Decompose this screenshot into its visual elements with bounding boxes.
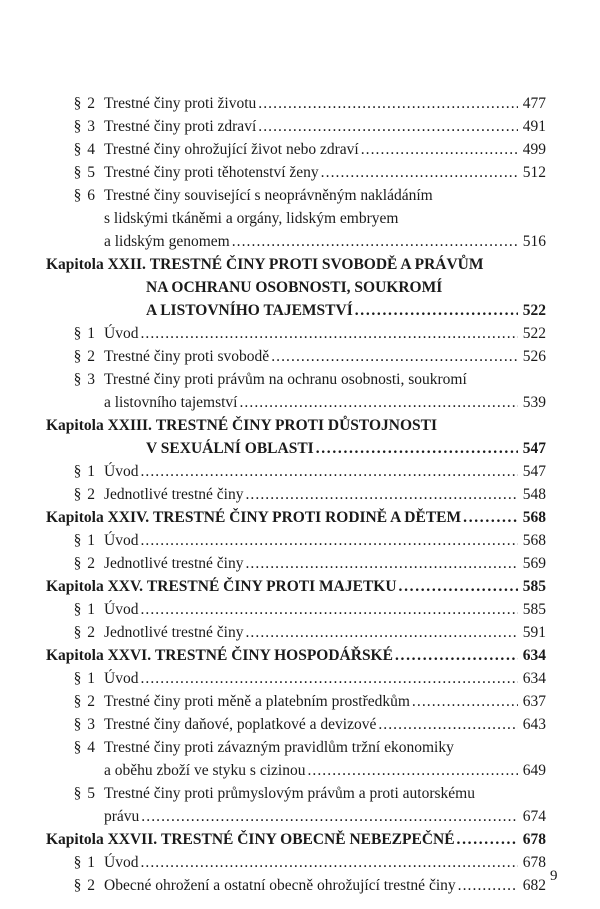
section-title-cont: a oběhu zboží ve styku s cizinou (104, 762, 306, 779)
dot-leader (258, 115, 518, 138)
dot-leader (378, 713, 518, 736)
chapter-heading (46, 644, 546, 667)
toc-entry (46, 529, 546, 552)
section-title: Úvod (104, 532, 139, 549)
section-number: § 3 (73, 371, 96, 388)
section-title: Trestné činy proti těhotenství ženy (104, 164, 319, 181)
page-ref: 637 (522, 693, 546, 710)
page-number: 9 (550, 868, 558, 884)
chapter-title: TRESTNÉ ČINY PROTI SVOBODĚ A PRÁVŮM (149, 256, 484, 273)
toc-entry-continuation (46, 805, 546, 828)
dot-leader (321, 161, 518, 184)
page-ref: 585 (522, 601, 546, 618)
toc-entry (46, 483, 546, 506)
page-ref: 539 (522, 394, 546, 411)
toc-entry (46, 161, 546, 184)
dot-leader (245, 552, 518, 575)
chapter-heading (46, 506, 546, 529)
toc-entry (46, 368, 546, 391)
section-title: Trestné činy proti závazným pravidlům tržní ekonomiky (104, 739, 454, 756)
page-ref: 649 (522, 762, 546, 779)
toc-entry (46, 690, 546, 713)
section-title: Úvod (104, 670, 139, 687)
dot-leader (140, 851, 518, 874)
chapter-title-cont: NA OCHRANU OSOBNOSTI, SOUKROMÍ (146, 279, 443, 296)
section-title: Trestné činy proti průmyslovým právům a proti autorskému (104, 785, 475, 802)
section-title: Trestné činy proti měně a platebním prostředkům (104, 693, 410, 710)
section-title: Trestné činy proti životu (104, 95, 257, 112)
section-number: § 1 (73, 854, 96, 871)
section-title-cont: právu (104, 808, 140, 825)
chapter-page-ref: 678 (522, 831, 546, 848)
page-ref: 516 (522, 233, 546, 250)
toc-entry (46, 736, 546, 759)
page-ref: 591 (522, 624, 546, 641)
toc-entry-continuation (46, 759, 546, 782)
page-ref: 477 (522, 95, 546, 112)
dot-leader (140, 529, 518, 552)
chapter-label: Kapitola XXIII. (46, 417, 152, 434)
section-title: Trestné činy proti svobodě (104, 348, 270, 365)
section-number: § 2 (73, 877, 96, 894)
toc-entry (46, 345, 546, 368)
chapter-heading (46, 575, 546, 598)
dot-leader (140, 460, 518, 483)
chapter-page-ref: 585 (522, 578, 546, 595)
chapter-heading (46, 253, 546, 276)
toc-entry (46, 851, 546, 874)
chapter-heading-cont (46, 276, 546, 299)
chapter-page-ref: 522 (522, 302, 546, 319)
section-number: § 4 (73, 739, 96, 756)
toc-entry (46, 874, 546, 897)
dot-leader (258, 92, 518, 115)
toc-entry-continuation (46, 391, 546, 414)
dot-leader (316, 437, 518, 460)
section-title: Úvod (104, 601, 139, 618)
chapter-heading-cont (46, 437, 546, 460)
dot-leader (399, 575, 518, 598)
section-title: Jednotlivé trestné činy (104, 624, 244, 641)
section-title: Úvod (104, 463, 139, 480)
toc-entry (46, 460, 546, 483)
section-title: Trestné činy související s neoprávněným nakládáním (104, 187, 433, 204)
section-title: Úvod (104, 854, 139, 871)
chapter-page-ref: 568 (522, 509, 546, 526)
dot-leader (463, 506, 518, 529)
section-number: § 3 (73, 118, 96, 135)
page-ref: 674 (522, 808, 546, 825)
toc-entry (46, 92, 546, 115)
section-number: § 2 (73, 555, 96, 572)
chapter-page-ref: 634 (522, 647, 546, 664)
toc-entry (46, 184, 546, 207)
section-title: Trestné činy daňové, poplatkové a devizové (104, 716, 377, 733)
section-number: § 3 (73, 716, 96, 733)
dot-leader (307, 759, 518, 782)
chapter-title-cont: V SEXUÁLNÍ OBLASTI (146, 440, 314, 457)
section-title-cont: s lidskými tkáněmi a orgány, lidským embryem (104, 210, 399, 227)
section-title: Trestné činy ohrožující život nebo zdraví (104, 141, 359, 158)
section-number: § 5 (73, 785, 96, 802)
section-number: § 1 (73, 532, 96, 549)
page-ref: 548 (522, 486, 546, 503)
toc-entry-continuation (46, 207, 546, 230)
section-title: Jednotlivé trestné činy (104, 486, 244, 503)
page-ref: 682 (522, 877, 546, 894)
dot-leader (141, 805, 518, 828)
chapter-title: TRESTNÉ ČINY OBECNĚ NEBEZPEČNÉ (160, 831, 455, 848)
table-of-contents (46, 92, 546, 897)
section-number: § 1 (73, 670, 96, 687)
toc-entry (46, 713, 546, 736)
section-number: § 1 (73, 463, 96, 480)
toc-entry (46, 322, 546, 345)
toc-entry-continuation (46, 230, 546, 253)
toc-entry (46, 621, 546, 644)
chapter-label: Kapitola XXII. (46, 256, 146, 273)
section-number: § 2 (73, 624, 96, 641)
toc-entry (46, 782, 546, 805)
dot-leader (140, 598, 518, 621)
chapter-heading (46, 828, 546, 851)
chapter-title: TRESTNÉ ČINY PROTI RODINĚ A DĚTEM (152, 509, 462, 526)
dot-leader (361, 138, 518, 161)
section-number: § 5 (73, 164, 96, 181)
page-ref: 678 (522, 854, 546, 871)
chapter-title-cont: A LISTOVNÍHO TAJEMSTVÍ (146, 302, 353, 319)
chapter-title: TRESTNÉ ČINY HOSPODÁŘSKÉ (154, 647, 393, 664)
page-ref: 643 (522, 716, 546, 733)
dot-leader (245, 483, 518, 506)
dot-leader (412, 690, 518, 713)
page-ref: 547 (522, 463, 546, 480)
chapter-label: Kapitola XXV. (46, 578, 144, 595)
page-ref: 522 (522, 325, 546, 342)
section-number: § 2 (73, 693, 96, 710)
dot-leader (355, 299, 518, 322)
toc-entry (46, 667, 546, 690)
dot-leader (395, 644, 518, 667)
section-title: Úvod (104, 325, 139, 342)
dot-leader (140, 322, 518, 345)
dot-leader (140, 667, 518, 690)
chapter-label: Kapitola XXVI. (46, 647, 152, 664)
dot-leader (457, 828, 518, 851)
chapter-title: TRESTNÉ ČINY PROTI MAJETKU (146, 578, 397, 595)
dot-leader (458, 874, 518, 897)
page-ref: 526 (522, 348, 546, 365)
section-number: § 2 (73, 95, 96, 112)
section-number: § 2 (73, 348, 96, 365)
toc-entry (46, 552, 546, 575)
section-number: § 6 (73, 187, 96, 204)
chapter-label: Kapitola XXVII. (46, 831, 158, 848)
page-ref: 568 (522, 532, 546, 549)
chapter-heading (46, 414, 546, 437)
chapter-label: Kapitola XXIV. (46, 509, 150, 526)
page-ref: 569 (522, 555, 546, 572)
dot-leader (239, 391, 518, 414)
dot-leader (271, 345, 518, 368)
section-title-cont: a lidským genomem (104, 233, 230, 250)
chapter-page-ref: 547 (522, 440, 546, 457)
dot-leader (232, 230, 518, 253)
page-ref: 512 (522, 164, 546, 181)
section-title: Trestné činy proti zdraví (104, 118, 257, 135)
section-title: Trestné činy proti právům na ochranu osobnosti, soukromí (104, 371, 467, 388)
section-title-cont: a listovního tajemství (104, 394, 238, 411)
section-title: Obecné ohrožení a ostatní obecně ohrožující trestné činy (104, 877, 456, 894)
page-ref: 491 (522, 118, 546, 135)
page-ref: 634 (522, 670, 546, 687)
section-number: § 1 (73, 601, 96, 618)
toc-entry (46, 138, 546, 161)
section-number: § 1 (73, 325, 96, 342)
toc-entry (46, 598, 546, 621)
chapter-heading-cont (46, 299, 546, 322)
section-number: § 4 (73, 141, 96, 158)
chapter-title: TRESTNÉ ČINY PROTI DŮSTOJNOSTI (155, 417, 438, 434)
section-number: § 2 (73, 486, 96, 503)
toc-entry (46, 115, 546, 138)
dot-leader (245, 621, 518, 644)
section-title: Jednotlivé trestné činy (104, 555, 244, 572)
page-ref: 499 (522, 141, 546, 158)
